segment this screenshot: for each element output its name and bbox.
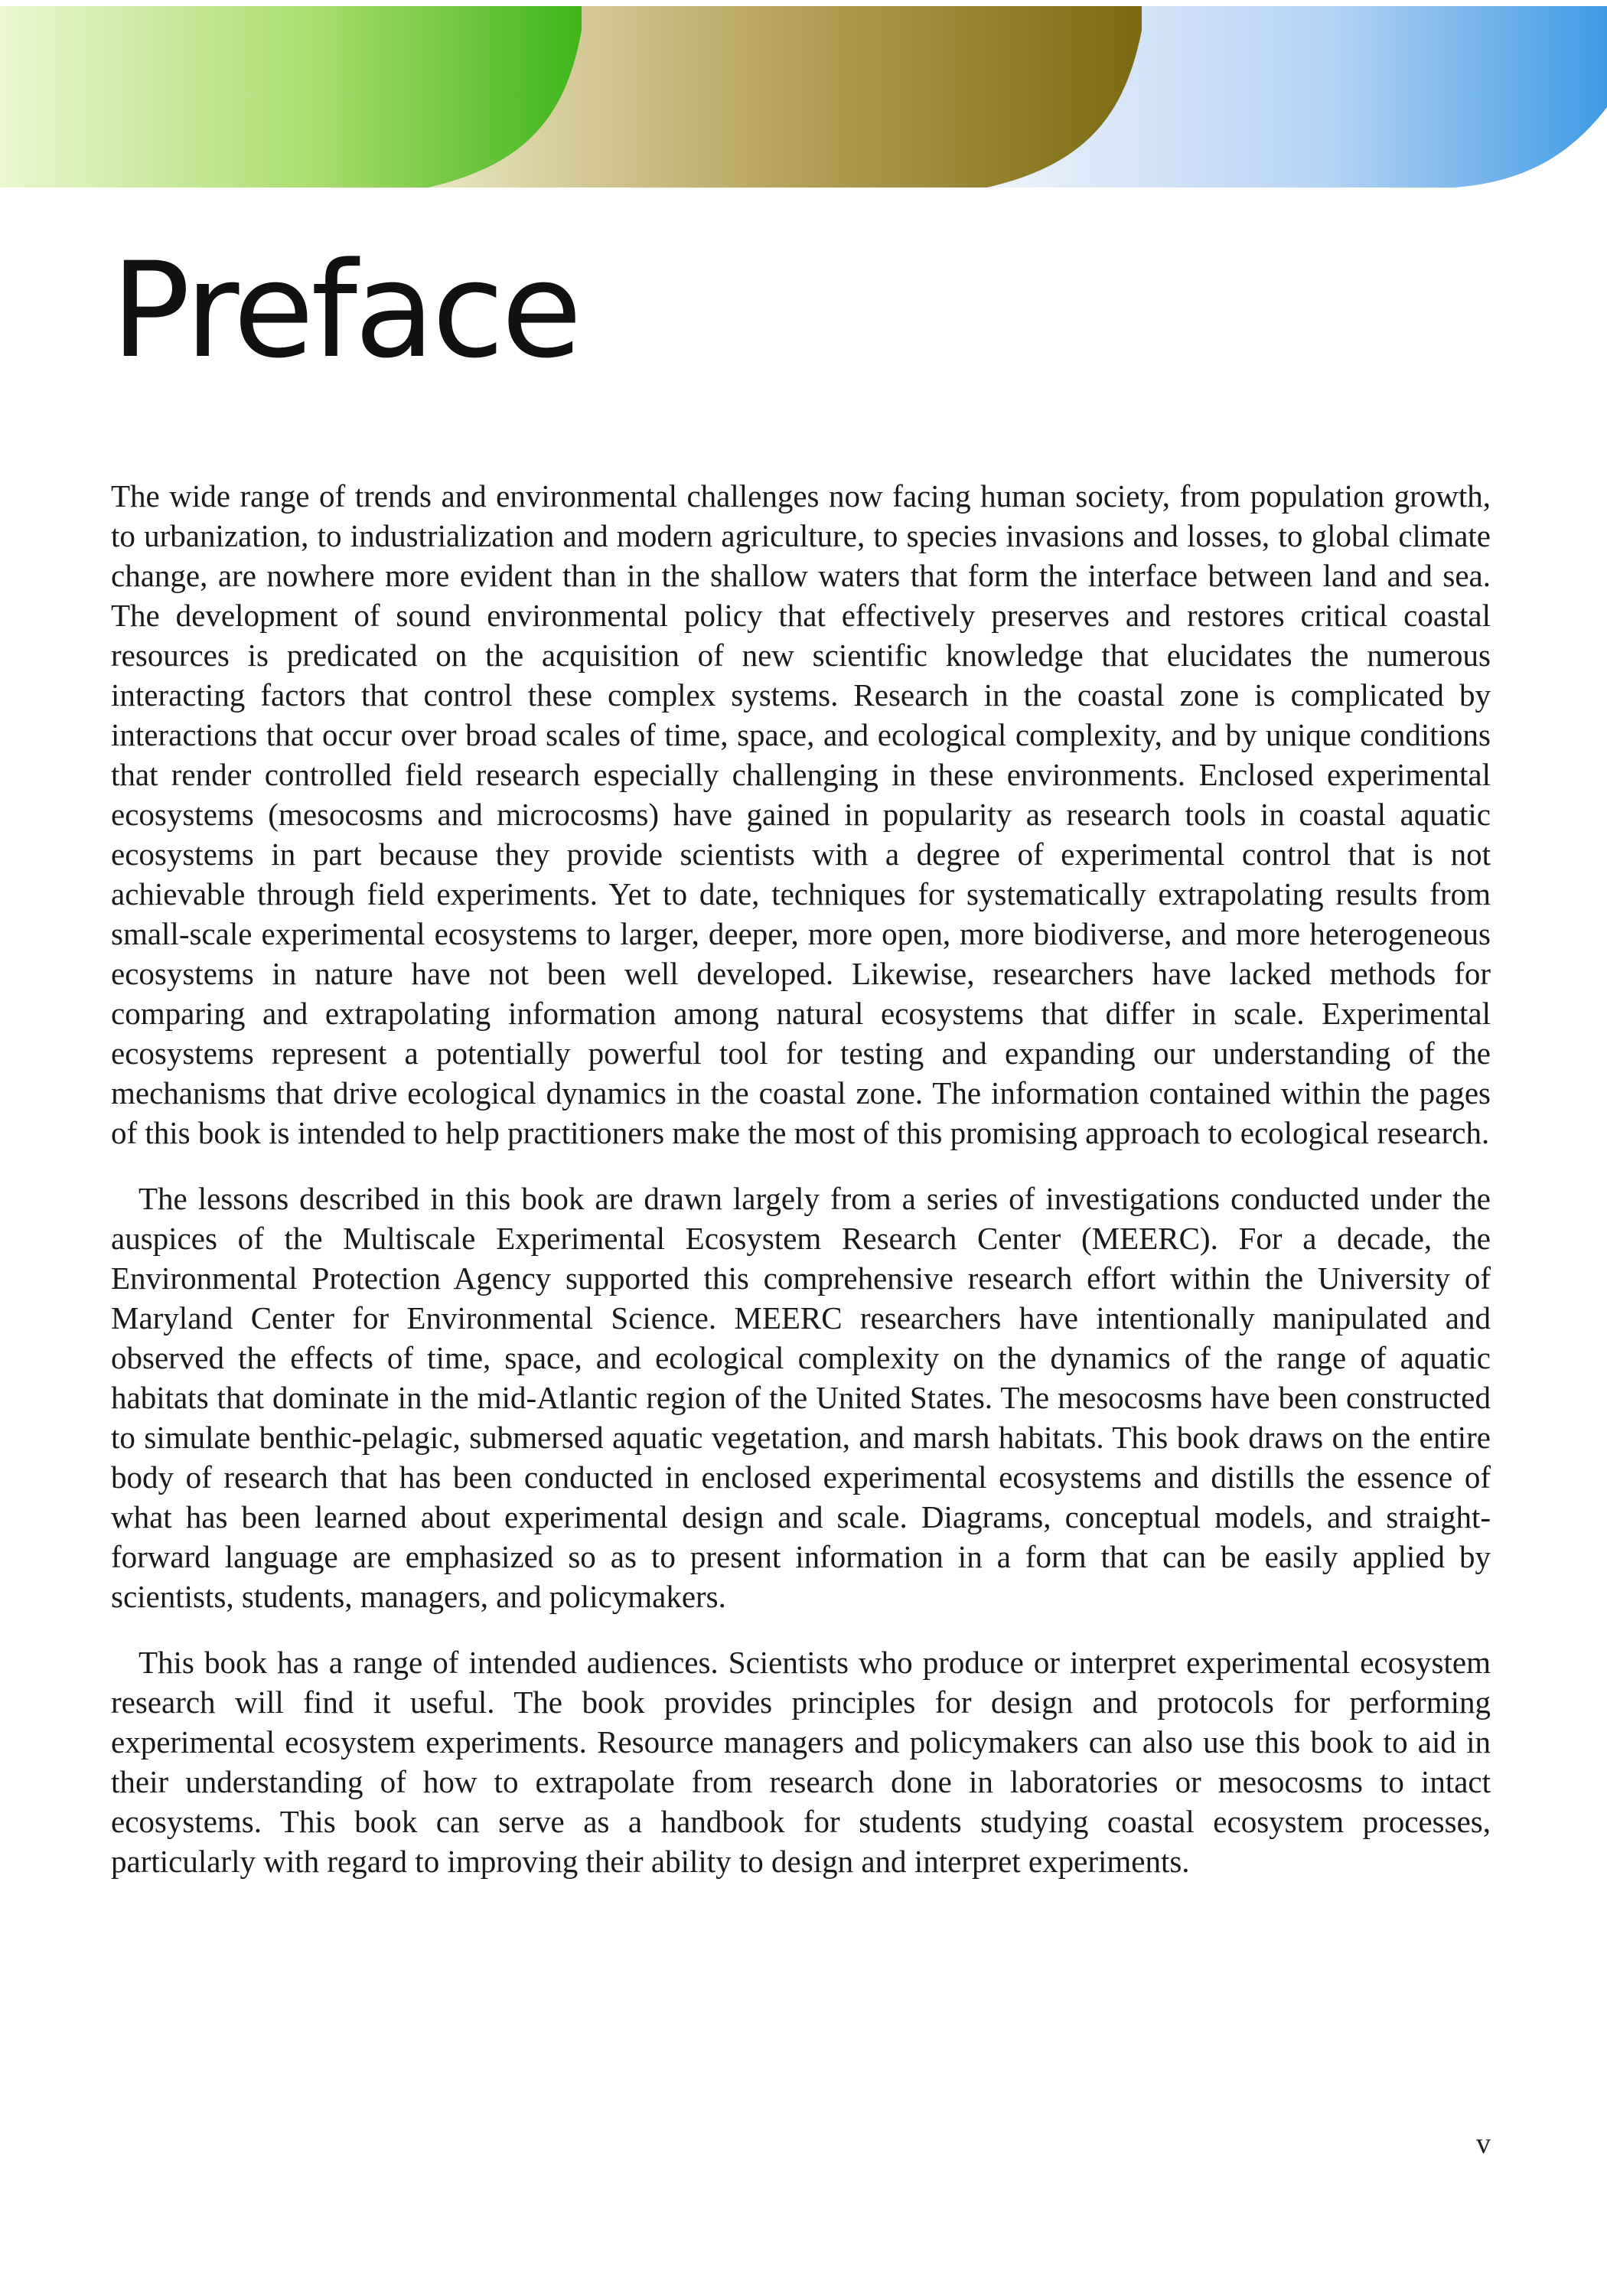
green-band-segment bbox=[0, 6, 582, 188]
page-title: Preface bbox=[111, 233, 579, 387]
preface-body bbox=[111, 476, 1491, 1881]
gradient-banner-graphic bbox=[0, 0, 1607, 191]
paragraph-2: The lessons described in this book are drawn largely from a series of investigations conducted under the auspices of the Multiscale Experimental Ecosystem Research Center (MEERC). For a decade, the Environmental Protection Agency supported this comprehensive research effort within the University of Maryland Center for Environmental Science. MEERC researchers have intentionally manipulated and observed the effects of time, space, and ecological complexity on the dynamics of the range of aquatic habitats that dominate in the mid-Atlantic region of the United States. The mesocosms have been constructed to simulate benthic-pelagic, submersed aquatic vegetation, and marsh habitats. This book draws on the entire body of research that has been conducted in enclosed experimental ecosystems and distills the essence of what has been learned about experimental design and scale. Diagrams, conceptual models, and straight-forward language are emphasized so as to present information in a form that can be easily applied by scientists, students, managers, and policymakers. bbox=[111, 1181, 1491, 1614]
decorative-header-band bbox=[0, 0, 1607, 191]
page-number: v bbox=[1476, 2128, 1491, 2160]
paragraph-3: This book has a range of intended audiences. Scientists who produce or interpret experimental ecosystem research will find it useful. The book provides principles for design and protocols for performing experimental ecosystem experiments. Resource managers and policymakers can also use this book to aid in their understanding of how to extrapolate from research done in laboratories or mesocosms to intact ecosystems. This book can serve as a handbook for students studying coastal ecosystem processes, particularly with regard to improving their ability to design and interpret experiments. bbox=[111, 1645, 1491, 1879]
paragraph-1: The wide range of trends and environmental challenges now facing human society, from population growth, to urbanization, to industrialization and modern agriculture, to species invasions and losses, to global climate change, are nowhere more evident than in the shallow waters that form the interface between land and sea. The development of sound environmental policy that effectively preserves and restores critical coastal resources is predicated on the acquisition of new scientific knowledge that elucidates the numerous interacting factors that control these complex systems. Research in the coastal zone is complicated by interactions that occur over broad scales of time, space, and ecological complexity, and by unique conditions that render controlled field research especially challenging in these environments. Enclosed experimental ecosystems (mesocosms and microcosms) have gained in popularity as research tools in coastal aquatic ecosystems in part because they provide scientists with a degree of experimental control that is not achievable through field experiments. Yet to date, techniques for systematically extrapolating results from small-scale experimental ecosystems to larger, deeper, more open, more biodiverse, and more heterogeneous ecosystems in nature have not been well developed. Likewise, researchers have lacked methods for comparing and extrapolating information among natural ecosystems that differ in scale. Experimental ecosystems represent a potentially powerful tool for testing and expanding our understanding of the mechanisms that drive ecological dynamics in the coastal zone. The information contained within the pages of this book is intended to help practitioners make the most of this promising approach to ecological research. bbox=[111, 478, 1491, 1150]
